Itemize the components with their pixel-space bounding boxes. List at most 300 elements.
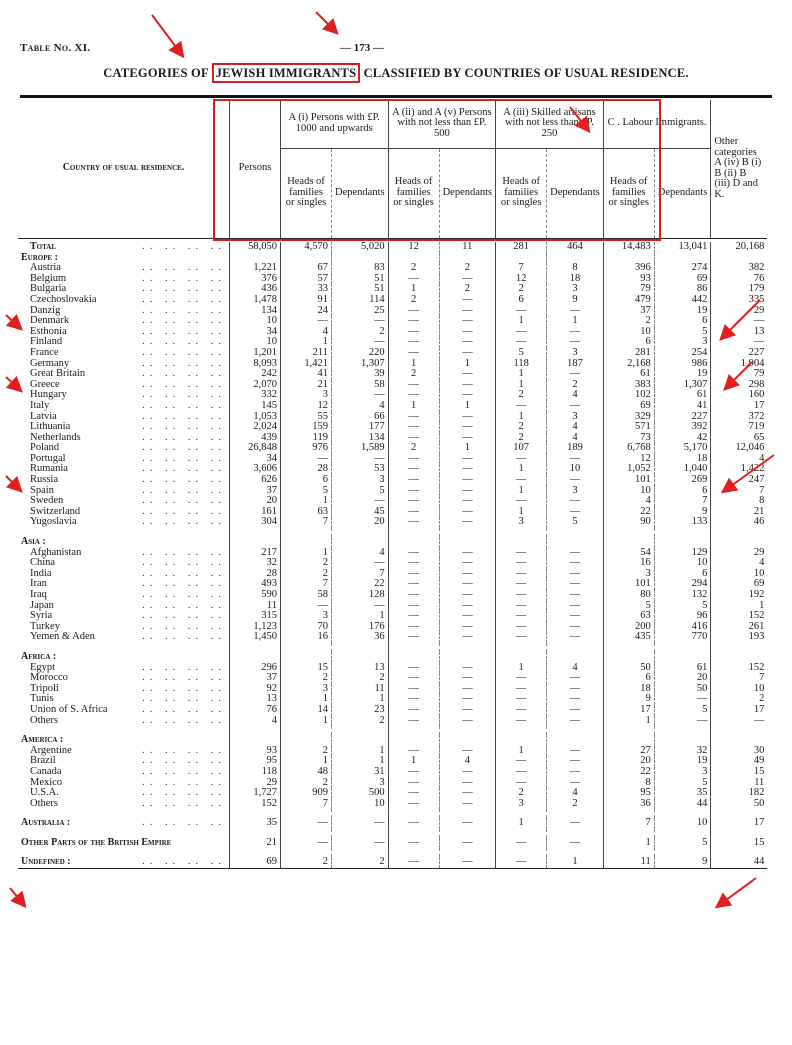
value-cell: 1 [496, 746, 547, 757]
value-cell: — [496, 632, 547, 643]
value-cell: — [496, 611, 547, 622]
value-cell: 41 [654, 401, 711, 412]
value-cell: 58,050 [230, 242, 281, 253]
value-cell: 13 [711, 327, 768, 338]
value-cell: 10 [603, 486, 654, 497]
table-row [18, 464, 767, 475]
empty-cell [496, 652, 547, 663]
value-cell: — [439, 799, 496, 810]
country-name: Greece [30, 378, 60, 390]
value-cell: 1 [388, 401, 439, 412]
leader-dots: .. .. .. .. [142, 631, 226, 643]
value-cell: — [496, 601, 547, 612]
value-cell: — [496, 756, 547, 767]
value-cell: 8 [711, 496, 768, 507]
value-cell: 53 [332, 464, 389, 475]
value-cell: 34 [230, 454, 281, 465]
value-cell: 2 [496, 284, 547, 295]
value-cell: 10 [230, 337, 281, 348]
table-row [18, 838, 767, 849]
leader-dots: .. .. .. .. [142, 495, 226, 507]
value-cell: — [547, 767, 604, 778]
value-cell: — [439, 705, 496, 716]
region-header [18, 735, 767, 746]
value-cell: 7 [711, 673, 768, 684]
value-cell: — [388, 767, 439, 778]
value-cell: — [547, 475, 604, 486]
value-cell: 41 [281, 369, 332, 380]
value-cell: 176 [332, 622, 389, 633]
country-name: Esthonia [30, 325, 67, 337]
value-cell: — [439, 778, 496, 789]
value-cell: — [496, 767, 547, 778]
value-cell: — [496, 569, 547, 580]
value-cell: 76 [230, 705, 281, 716]
value-cell: 16 [281, 632, 332, 643]
value-cell: 2 [281, 569, 332, 580]
value-cell: 1 [496, 369, 547, 380]
empty-cell [711, 652, 768, 663]
value-cell: 335 [711, 295, 768, 306]
value-cell: 6 [603, 673, 654, 684]
value-cell: 770 [654, 632, 711, 643]
value-cell: 10 [332, 799, 389, 810]
value-cell: 18 [603, 684, 654, 695]
leader-dots: .. .. .. .. [142, 304, 226, 316]
country-name: Italy [30, 399, 50, 411]
value-cell: — [496, 579, 547, 590]
value-cell: — [439, 433, 496, 444]
country-name: Czechoslovakia [30, 293, 97, 305]
value-cell: 5 [654, 705, 711, 716]
value-cell: 25 [332, 306, 389, 317]
country-name: Egypt [30, 661, 56, 673]
value-cell: 51 [332, 284, 389, 295]
leader-dots: .. .. .. .. [142, 378, 226, 390]
region-header [18, 652, 767, 663]
value-cell: 107 [496, 443, 547, 454]
value-cell: 13 [332, 663, 389, 674]
value-cell: — [388, 548, 439, 559]
value-cell: 1,727 [230, 788, 281, 799]
value-cell: 1,478 [230, 295, 281, 306]
value-cell: — [547, 369, 604, 380]
value-cell: 2 [388, 263, 439, 274]
value-cell: 10 [547, 464, 604, 475]
table-row [18, 496, 767, 507]
country-name: Latvia [30, 410, 57, 422]
value-cell: 46 [711, 517, 768, 528]
value-cell: 161 [230, 507, 281, 518]
value-cell: 13,041 [654, 242, 711, 253]
country-name: Sweden [30, 495, 64, 507]
value-cell: 12 [281, 401, 332, 412]
value-cell: — [547, 306, 604, 317]
value-cell: — [388, 684, 439, 695]
sub-heads: Heads of families or singles [603, 148, 654, 238]
value-cell: — [496, 548, 547, 559]
leader-dots: .. .. .. .. [142, 714, 226, 726]
leader-dots: .. .. .. .. [142, 817, 226, 829]
value-cell: — [388, 569, 439, 580]
value-cell: 17 [711, 818, 768, 829]
country-cell [18, 632, 230, 643]
value-cell: 3 [281, 611, 332, 622]
value-cell: — [388, 337, 439, 348]
value-cell: 5 [496, 348, 547, 359]
value-cell: 2,024 [230, 422, 281, 433]
value-cell: 2,168 [603, 359, 654, 370]
value-cell: — [547, 746, 604, 757]
value-cell: 416 [654, 622, 711, 633]
value-cell: — [332, 337, 389, 348]
value-cell: 129 [654, 548, 711, 559]
country-name: Great Britain [30, 368, 86, 380]
table-row [18, 663, 767, 674]
value-cell: 17 [603, 705, 654, 716]
empty-cell [547, 652, 604, 663]
value-cell: 63 [281, 507, 332, 518]
value-cell: 4 [603, 496, 654, 507]
value-cell: 32 [654, 746, 711, 757]
country-name: Undefined : [21, 856, 71, 868]
value-cell: 329 [603, 412, 654, 423]
table-row [18, 274, 767, 285]
value-cell: — [496, 401, 547, 412]
value-cell: 1 [496, 486, 547, 497]
table-row [18, 359, 767, 370]
value-cell: 1,307 [654, 380, 711, 391]
value-cell: — [332, 838, 389, 849]
value-cell: 18 [654, 454, 711, 465]
value-cell: 160 [711, 390, 768, 401]
value-cell: 50 [654, 684, 711, 695]
value-cell: 3 [281, 684, 332, 695]
value-cell: — [439, 327, 496, 338]
spacer-row [18, 528, 767, 537]
table-row [18, 295, 767, 306]
value-cell: 134 [230, 306, 281, 317]
value-cell: 187 [547, 359, 604, 370]
value-cell: 211 [281, 348, 332, 359]
value-cell: 304 [230, 517, 281, 528]
value-cell: 1 [281, 756, 332, 767]
value-cell: — [496, 778, 547, 789]
leader-dots: .. .. .. .. [142, 620, 226, 632]
country-name: Canada [30, 765, 62, 777]
table-row [18, 632, 767, 643]
value-cell: — [388, 327, 439, 338]
value-cell: 1 [547, 316, 604, 327]
table-row [18, 284, 767, 295]
empty-cell [388, 652, 439, 663]
leader-dots: .. .. .. .. [142, 431, 226, 443]
value-cell: 4 [332, 548, 389, 559]
sub-dependants: Dependants [439, 148, 496, 238]
value-cell: 31 [332, 767, 389, 778]
immigrants-table [18, 100, 767, 869]
value-cell: — [281, 316, 332, 327]
table-row [18, 746, 767, 757]
spacer-row [18, 726, 767, 735]
table-row [18, 433, 767, 444]
value-cell: — [388, 454, 439, 465]
table-row [18, 412, 767, 423]
value-cell: 21 [230, 838, 281, 849]
leader-dots: .. .. .. .. [142, 272, 226, 284]
value-cell: — [388, 348, 439, 359]
value-cell: — [439, 716, 496, 727]
country-name: Russia [30, 474, 59, 486]
country-cell [18, 242, 230, 253]
value-cell: 49 [711, 756, 768, 767]
table-row [18, 579, 767, 590]
value-cell: — [388, 788, 439, 799]
page-number: — 173 — [340, 42, 384, 54]
value-cell: 1,904 [711, 359, 768, 370]
country-name: Tripoli [30, 682, 59, 694]
value-cell: 3 [654, 337, 711, 348]
value-cell: 2 [711, 694, 768, 705]
total-row [18, 242, 767, 253]
value-cell: 1 [603, 716, 654, 727]
leader-dots: .. .. .. .. [142, 315, 226, 327]
value-cell: — [332, 496, 389, 507]
table-row [18, 548, 767, 559]
country-name: France [30, 346, 59, 358]
value-cell: 909 [281, 788, 332, 799]
value-cell: 21 [281, 380, 332, 391]
value-cell: 4 [547, 663, 604, 674]
sub-heads: Heads of families or singles [496, 148, 547, 238]
leader-dots: .. .. .. .. [142, 703, 226, 715]
value-cell: — [281, 454, 332, 465]
value-cell: 69 [654, 274, 711, 285]
value-cell: 261 [711, 622, 768, 633]
value-cell: — [332, 316, 389, 327]
country-name: Danzig [30, 304, 61, 316]
value-cell: 6 [654, 569, 711, 580]
country-name: Bulgaria [30, 283, 67, 295]
value-cell: — [439, 496, 496, 507]
value-cell: 2 [388, 369, 439, 380]
leader-dots: .. .. .. .. [142, 474, 226, 486]
value-cell: 7 [496, 263, 547, 274]
value-cell: 281 [496, 242, 547, 253]
value-cell: 590 [230, 590, 281, 601]
value-cell: 133 [654, 517, 711, 528]
leader-dots: .. .. .. .. [142, 578, 226, 590]
table-row [18, 337, 767, 348]
country-name: Iran [30, 578, 47, 590]
value-cell: 26,848 [230, 443, 281, 454]
table-body [18, 238, 767, 869]
value-cell: 8 [603, 778, 654, 789]
country-cell [18, 838, 230, 849]
value-cell: 976 [281, 443, 332, 454]
value-cell: 1 [332, 746, 389, 757]
value-cell: 5 [281, 486, 332, 497]
value-cell: — [439, 684, 496, 695]
value-cell: 296 [230, 663, 281, 674]
region-header [18, 253, 767, 264]
leader-dots: .. .. .. .. [142, 755, 226, 767]
value-cell: 3,606 [230, 464, 281, 475]
value-cell: 15 [281, 663, 332, 674]
leader-dots: .. .. .. .. [142, 442, 226, 454]
value-cell: — [496, 716, 547, 727]
value-cell: — [547, 756, 604, 767]
value-cell: — [439, 622, 496, 633]
leader-dots: .. .. .. .. [142, 293, 226, 305]
value-cell: — [496, 705, 547, 716]
value-cell: — [547, 838, 604, 849]
value-cell: 227 [711, 348, 768, 359]
value-cell: 1 [388, 284, 439, 295]
col-persons: Persons [230, 100, 281, 238]
value-cell: 69 [711, 579, 768, 590]
value-cell: 12,046 [711, 443, 768, 454]
value-cell: — [654, 694, 711, 705]
value-cell: 3 [547, 348, 604, 359]
region-label: Europe : [21, 251, 58, 263]
value-cell: 118 [496, 359, 547, 370]
table-number: Table No. XI. [20, 42, 91, 54]
value-cell: — [388, 705, 439, 716]
value-cell: — [547, 622, 604, 633]
value-cell: 571 [603, 422, 654, 433]
country-name: Tunis [30, 693, 54, 705]
value-cell: — [439, 464, 496, 475]
value-cell: 3 [547, 486, 604, 497]
value-cell: 1 [332, 756, 389, 767]
spacer-row [18, 848, 767, 857]
value-cell: 50 [603, 663, 654, 674]
value-cell: 118 [230, 767, 281, 778]
value-cell: 269 [654, 475, 711, 486]
value-cell: — [439, 788, 496, 799]
col-group-c: C . Labour Immigrants. [603, 100, 711, 148]
table-row [18, 684, 767, 695]
value-cell: — [332, 818, 389, 829]
value-cell: 6 [281, 475, 332, 486]
value-cell: 1 [496, 380, 547, 391]
value-cell: 217 [230, 548, 281, 559]
value-cell: 182 [711, 788, 768, 799]
value-cell: 65 [711, 433, 768, 444]
country-cell [18, 818, 230, 829]
value-cell: — [439, 663, 496, 674]
country-name: Netherlands [30, 431, 81, 443]
value-cell: 442 [654, 295, 711, 306]
value-cell: 57 [281, 274, 332, 285]
value-cell: — [388, 464, 439, 475]
value-cell: 145 [230, 401, 281, 412]
value-cell: — [388, 857, 439, 868]
value-cell: 5,020 [332, 242, 389, 253]
value-cell: 2 [603, 316, 654, 327]
value-cell: 7 [654, 496, 711, 507]
value-cell: — [439, 316, 496, 327]
value-cell: 4 [711, 454, 768, 465]
col-country: Country of usual residence. [18, 100, 230, 238]
value-cell: — [388, 716, 439, 727]
country-name: Japan [30, 599, 54, 611]
country-name: Finland [30, 336, 63, 348]
table-row [18, 622, 767, 633]
leader-dots: .. .. .. .. [142, 325, 226, 337]
value-cell: 29 [711, 548, 768, 559]
value-cell: 392 [654, 422, 711, 433]
value-cell: 19 [654, 306, 711, 317]
leader-dots: .. .. .. .. [142, 452, 226, 464]
value-cell: — [388, 496, 439, 507]
value-cell: 7 [281, 517, 332, 528]
value-cell: 3 [496, 517, 547, 528]
country-name: Brazil [30, 755, 56, 767]
value-cell: — [439, 579, 496, 590]
value-cell: 1 [547, 857, 604, 868]
value-cell: 382 [711, 263, 768, 274]
empty-cell [439, 652, 496, 663]
value-cell: 6 [496, 295, 547, 306]
value-cell: — [388, 601, 439, 612]
value-cell: 3 [332, 778, 389, 789]
value-cell: 10 [603, 327, 654, 338]
value-cell: 1 [281, 694, 332, 705]
country-name: India [30, 567, 52, 579]
value-cell: — [496, 622, 547, 633]
value-cell: — [496, 454, 547, 465]
value-cell: 719 [711, 422, 768, 433]
value-cell: 6 [654, 486, 711, 497]
value-cell: — [547, 496, 604, 507]
table-row [18, 611, 767, 622]
value-cell: 15 [711, 767, 768, 778]
value-cell: 5 [654, 838, 711, 849]
value-cell: — [547, 507, 604, 518]
col-group-a-ii: A (ii) and A (v) Persons with not less than £P. 500 [388, 100, 496, 148]
value-cell: 90 [603, 517, 654, 528]
sub-heads: Heads of families or singles [281, 148, 332, 238]
leader-dots: .. .. .. .. [142, 283, 226, 295]
table-row [18, 857, 767, 868]
value-cell: 18 [547, 274, 604, 285]
value-cell: — [547, 454, 604, 465]
leader-dots: .. .. .. .. [142, 765, 226, 777]
value-cell: 35 [654, 788, 711, 799]
value-cell: 7 [281, 579, 332, 590]
value-cell: 5 [547, 517, 604, 528]
value-cell: 21 [711, 507, 768, 518]
value-cell: 1,307 [332, 359, 389, 370]
region-label: Asia : [21, 536, 46, 548]
value-cell: 2 [439, 284, 496, 295]
value-cell: — [388, 517, 439, 528]
value-cell: — [388, 274, 439, 285]
value-cell: 7 [603, 818, 654, 829]
country-cell [18, 517, 230, 528]
value-cell: 396 [603, 263, 654, 274]
value-cell: — [439, 818, 496, 829]
value-cell: 7 [281, 799, 332, 810]
country-name: Rumania [30, 463, 68, 475]
value-cell: 4 [281, 327, 332, 338]
value-cell: — [388, 799, 439, 810]
value-cell: 39 [332, 369, 389, 380]
country-name: Total [30, 241, 56, 252]
value-cell: 2 [496, 390, 547, 401]
